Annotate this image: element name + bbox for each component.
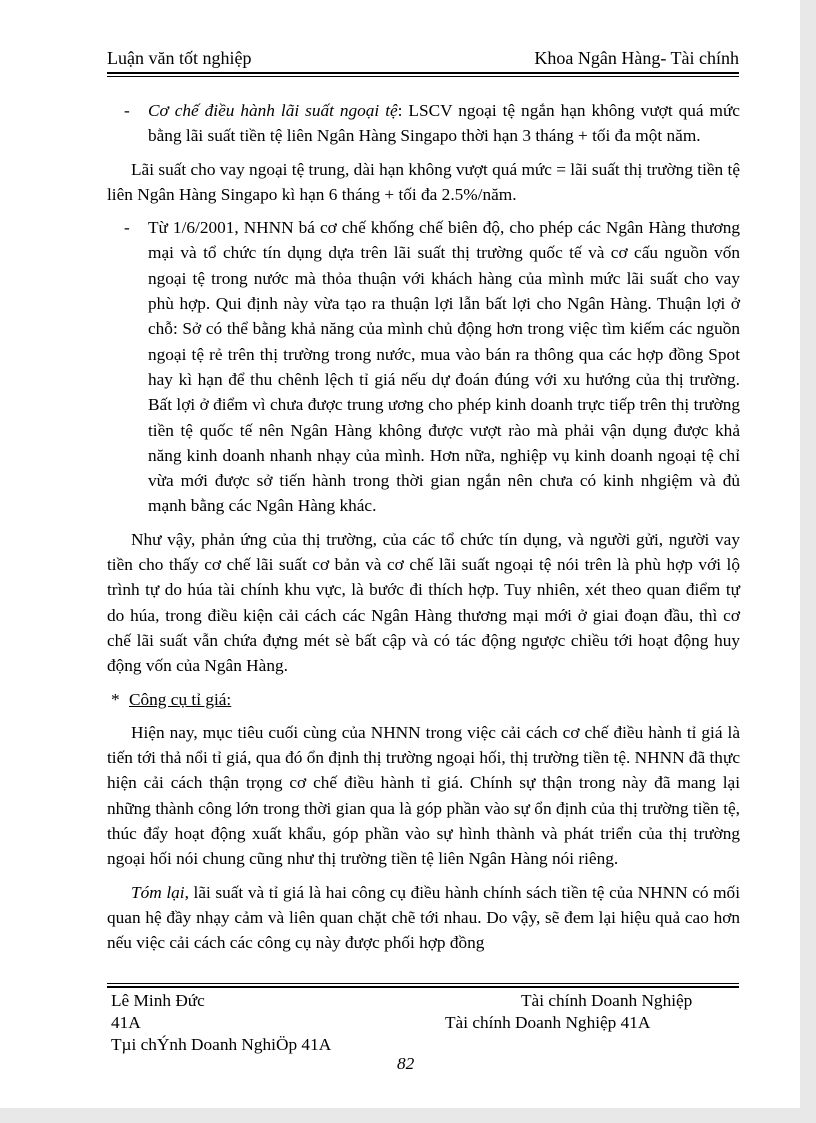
footer-author: Lê Minh Đức (111, 991, 205, 1010)
header-rule-thin (107, 76, 739, 77)
footer-garbled-major: Tµi chÝnh Doanh NghiÖp 41A (111, 1035, 332, 1054)
bullet-marker: - (124, 218, 130, 238)
paragraph-long-term-rate: Lãi suất cho vay ngoại tệ trung, dài hạn không vượt quá mức = lãi suất thị trường tiền tệ liên Ngân Hàng Singapo kì hạn 6 tháng + tối đa 2.5%/năm. (107, 159, 740, 204)
paragraph-market-reaction: Như vậy, phản ứng của thị trường, của các tổ chức tín dụng, và người gửi, người vay tiền cho thấy cơ chế lãi suất cơ bản và cơ chế lãi suất ngoại tệ nói trên là phù hợp với lộ trình tự do húa tài chính khu vực, là bước đi thích hợp. Tuy nhiên, xét theo quan điểm tự do húa, trong điều kiện cải cách các Ngân Hàng thương mại mới ở giai đoạn đầu, thì cơ chế lãi suất vẫn chứa đựng mét sè bất cập và có tác động ngược chiều tới hoạt động huy động vốn của Ngân Hàng. (107, 529, 740, 676)
header-thesis-title: Luận văn tốt nghiệp (107, 48, 252, 68)
bullet-italic-lead: Cơ chế điều hành lãi suất ngoại tệ (148, 101, 398, 120)
bullet-interest-mechanism (107, 98, 740, 149)
conclusion-italic-lead: Tóm lại (131, 882, 185, 902)
footer-major-class: Tài chính Doanh Nghiệp 41A (445, 1013, 651, 1032)
section-heading-text: Công cụ tỉ giá: (129, 689, 232, 709)
bullet-text: : LSCV ngoại tệ ngắn hạn không vượt quá mức bằng lãi suất tiền tệ liên Ngân Hàng Singapo thời hạn 3 tháng + tối đa một năm. (148, 101, 740, 146)
page-edge-shadow-bottom (0, 1108, 816, 1123)
page-number: 82 (397, 1054, 415, 1073)
paragraph-conclusion (107, 880, 740, 956)
header-faculty: Khoa Ngân Hàng- Tài chính (534, 48, 739, 68)
page-edge-shadow-right (800, 0, 816, 1123)
footer-rule-thin (107, 983, 739, 984)
page-header (107, 48, 739, 72)
bullet-marker: - (124, 101, 130, 120)
footer-class-code: 41A (111, 1013, 141, 1032)
bullet-2001-policy (107, 215, 740, 519)
footer-major: Tài chính Doanh Nghiệp (521, 991, 693, 1010)
bullet-text: Từ 1/6/2001, NHNN bá cơ chế khống chế biên độ, cho phép các Ngân Hàng thương mại và tổ chức tín dụng dựa trên lãi suất thị trường quốc tế và cơ cấu nguồn vốn ngoại tệ trong nước mà thỏa thuận với khách hàng của mình mức lãi suất cho vay phù hợp. Qui định này vừa tạo ra thuận lợi lẫn bất lợi cho Ngân Hàng. Thuận lợi ở chỗ: Sở có thể bằng khả năng của mình chủ động hơn trong việc tìm kiếm các nguồn ngoại tệ rẻ trên thị trường trong nước, mua vào bán ra thông qua các hợp đồng Spot hay kì hạn để thu chênh lệch tỉ giá nếu dự đoán đúng với xu hướng của thị trường. Bất lợi ở điểm vì chưa được trung ương cho phép kinh doanh trực tiếp trên thị trường tiền tệ quốc tế nên Ngân Hàng không được vượt rào mà phải vận dụng được khả năng kinh doanh nhanh nhạy của mình. Hơn nữa, nghiệp vụ kinh doanh ngoại tệ chỉ vừa mới được sở tiến hành trong thời gian ngắn nên chưa có kinh nhgiệm và đủ mạnh bằng các Ngân Hàng khác. (148, 218, 740, 516)
section-marker: * (111, 689, 120, 709)
conclusion-text: , lãi suất và tỉ giá là hai công cụ điều hành chính sách tiền tệ của NHNN có mối quan hệ đầy nhạy cảm và liên quan chặt chẽ tới nhau. Do vậy, sẽ đem lại hiệu quả cao hơn nếu việc cải cách các công cụ này được phối hợp đồng (107, 882, 740, 953)
body-text (107, 98, 740, 956)
section-heading-exchange-rate (107, 687, 740, 712)
paragraph-exchange-rate: Hiện nay, mục tiêu cuối cùng của NHNN trong việc cải cách cơ chế điều hành tỉ giá là tiến tới thả nổi tỉ giá, qua đó ổn định thị trường ngoại hối, thị trường tiền tệ. NHNN đã thực hiện cải cách thận trọng cơ chế điều hành tỉ giá. Chính sự thận trong này đã mang lại những thành công lớn trong thời gian qua là góp phần vào sự ổn định của thị trường tiền tệ, thúc đẩy hoạt động xuất khẩu, góp phần vào sự hình thành và phát triển của thị trường ngoại hối nói chung cũng như thị trường tiền tệ liên Ngân Hàng nói riêng. (107, 722, 740, 869)
footer-rule-thick (107, 986, 739, 988)
header-rule-thick (107, 72, 739, 74)
